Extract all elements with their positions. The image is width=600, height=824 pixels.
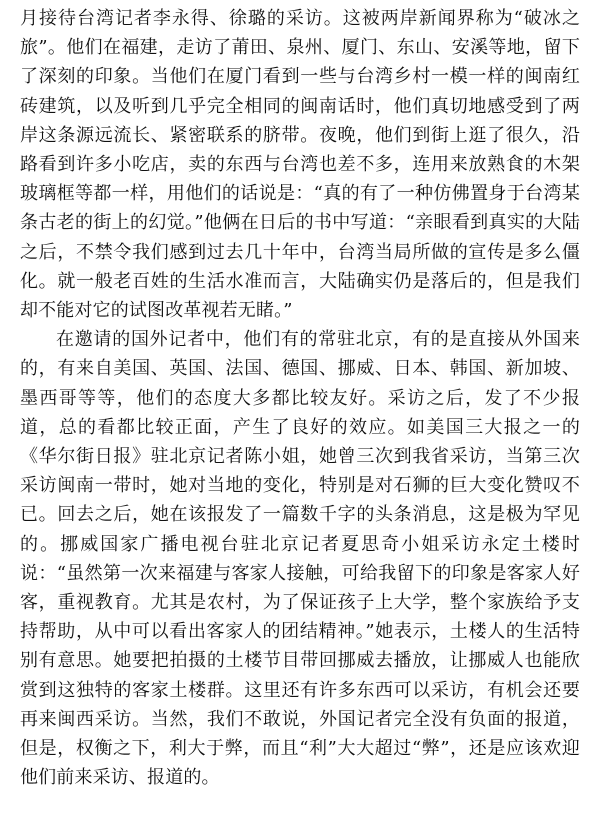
document-page (20, 4, 580, 792)
paragraph-foreign-reporters: 在邀请的国外记者中，他们有的常驻北京，有的是直接从外国来的，有来自美国、英国、法国、德国、挪威、日本、韩国、新加坡、墨西哥等等，他们的态度大多都比较友好。采访之后，发了不少报道，总的看都比较正面，产生了良好的效应。如美国三大报之一的《华尔街日报》驻北京记者陈小姐，她曾三次到我省采访，当第三次采访闽南一带时，她对当地的变化，特别是对石狮的巨大变化赞叹不已。回去之后，她在该报发了一篇数千字的头条消息，这是极为罕见的。挪威国家广播电视台驻北京记者夏思奇小姐采访永定土楼时说：“虽然第一次来福建与客家人接触，可给我留下的印象是客家人好客，重视教育。尤其是农村，为了保证孩子上大学，整个家族给予支持帮助，从中可以看出客家人的团结精神。”她表示，土楼人的生活特别有意思。她要把拍摄的土楼节目带回挪威去播放，让挪威人也能欣赏到这独特的客家土楼群。这里还有许多东西可以采访，有机会还要再来闽西采访。当然，我们不敢说，外国记者完全没有负面的报道，但是，权衡之下，利大于弊，而且“利”大大超过“弊”，还是应该欢迎他们前来采访、报道的。 (20, 329, 580, 789)
paragraph-taiwan-reporters: 月接待台湾记者李永得、徐璐的采访。这被两岸新闻界称为“破冰之旅”。他们在福建，走访了莆田、泉州、厦门、东山、安溪等地，留下了深刻的印象。当他们在厦门看到一些与台湾乡村一模一样的闽南红砖建筑，以及听到几乎完全相同的闽南话时，他们真切地感受到了两岸这条源远流长、紧密联系的脐带。夜晚，他们到街上逛了很久，沿路看到许多小吃店，卖的东西与台湾也差不多，连用来放熟食的木架玻璃框等都一样，用他们的话说是：“真的有了一种仿佛置身于台湾某条古老的街上的幻觉。”他俩在日后的书中写道：“亲眼看到真实的大陆之后，不禁令我们感到过去几十年中，台湾当局所做的宣传是多么僵化。就一般老百姓的生活水准而言，大陆确实仍是落后的，但是我们却不能对它的试图改革视若无睹。” (20, 8, 580, 322)
